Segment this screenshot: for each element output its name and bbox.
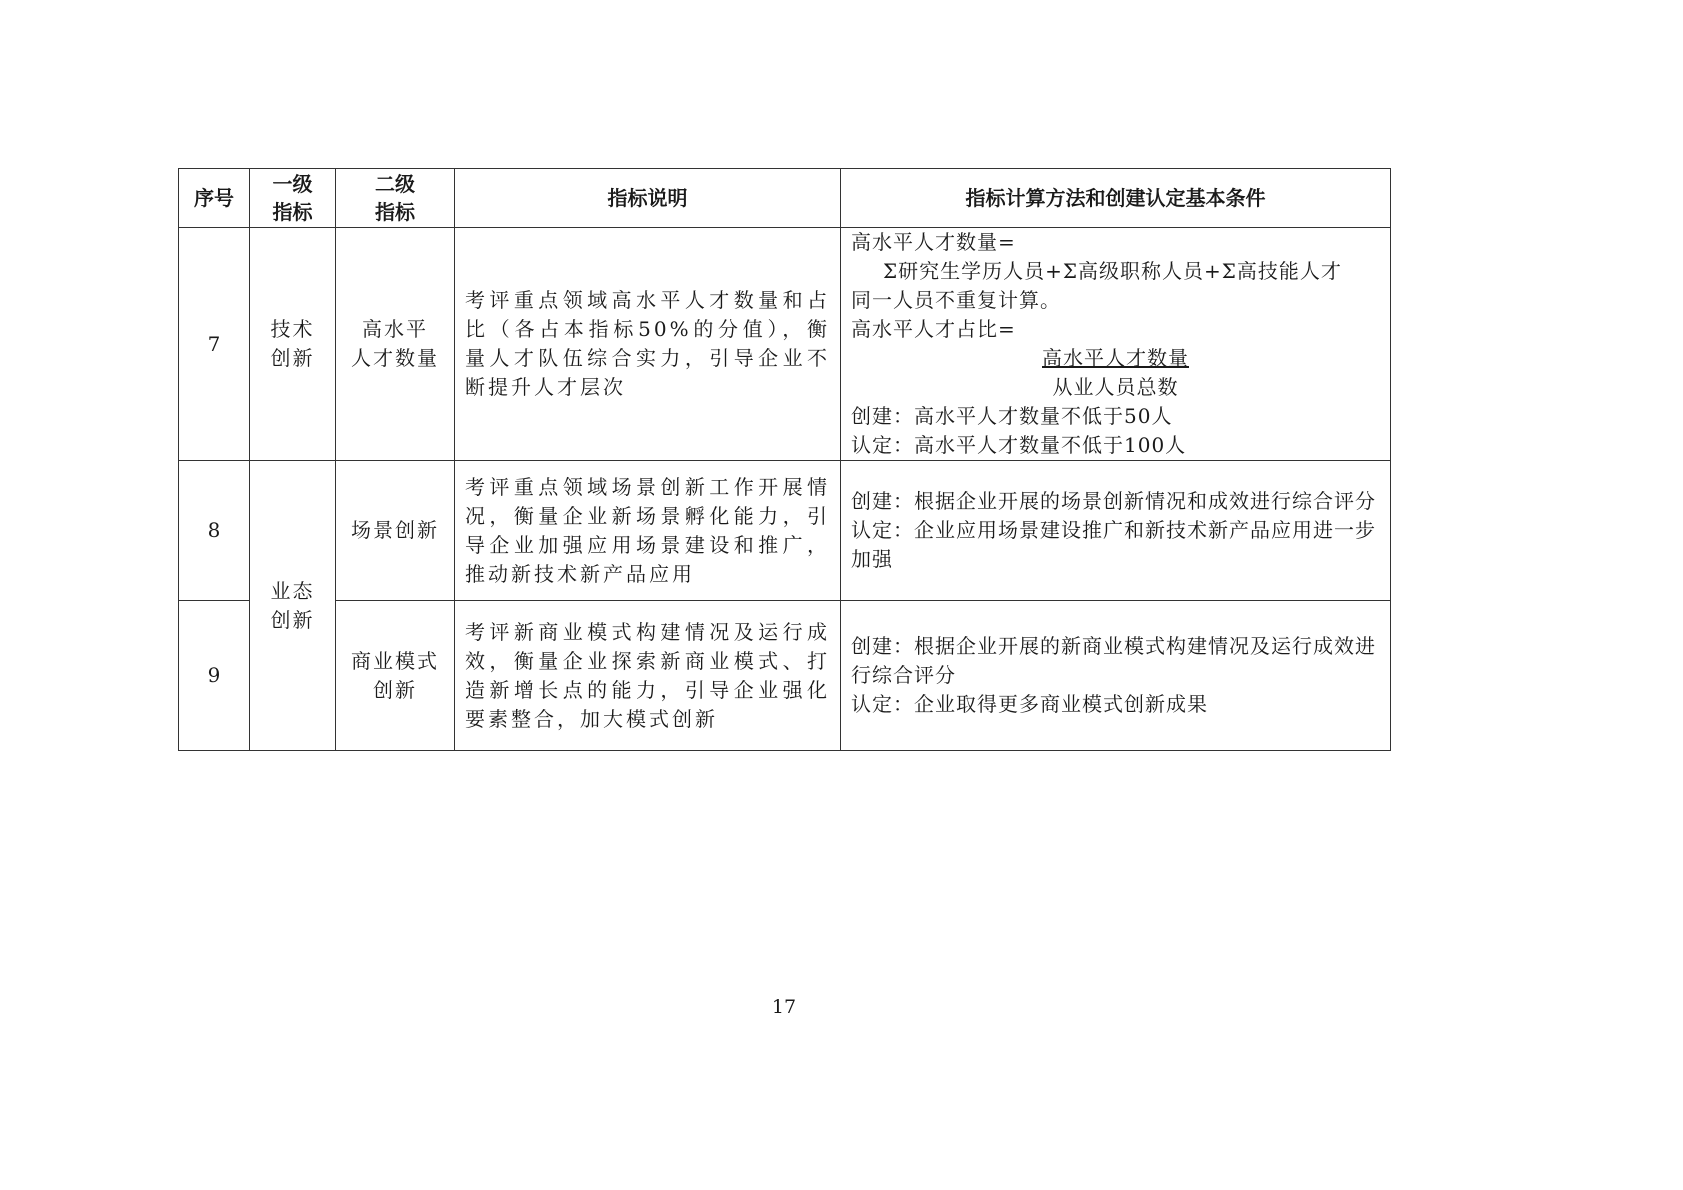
- row-level2: 高水平 人才数量: [336, 228, 455, 461]
- row-calculation: [841, 601, 1391, 751]
- row-level2: 场景创新: [336, 461, 455, 601]
- row-seq: 9: [179, 601, 250, 751]
- row-level1: 技术 创新: [250, 228, 336, 461]
- certify-condition: 认定：高水平人才数量不低于100人: [851, 433, 1187, 457]
- row-description: 考评重点领域场景创新工作开展情况，衡量企业新场景孵化能力，引导企业加强应用场景建设和推广，推动新技术新产品应用: [455, 461, 841, 601]
- page-number: 17: [771, 996, 797, 1018]
- header-level1: 一级 指标: [250, 169, 336, 228]
- fraction-numerator: 高水平人才数量: [1042, 346, 1189, 370]
- calc-line: 同一人员不重复计算。: [851, 288, 1061, 312]
- table-row: [179, 228, 1391, 461]
- create-condition: 创建：高水平人才数量不低于50人: [851, 404, 1173, 428]
- row-level1: 业态 创新: [250, 461, 336, 751]
- header-level2: 二级 指标: [336, 169, 455, 228]
- table-header-row: [179, 169, 1391, 228]
- indicator-table: [178, 168, 1391, 751]
- row-calculation: [841, 461, 1391, 601]
- header-seq: 序号: [179, 169, 250, 228]
- create-condition: 创建：根据企业开展的新商业模式构建情况及运行成效进行综合评分: [851, 634, 1376, 687]
- calc-line: 高水平人才占比=: [851, 317, 1016, 341]
- certify-condition: 认定：企业应用场景建设推广和新技术新产品应用进一步加强: [851, 518, 1376, 571]
- header-description: 指标说明: [455, 169, 841, 228]
- certify-condition: 认定：企业取得更多商业模式创新成果: [851, 692, 1208, 716]
- calc-formula: Σ研究生学历人员+Σ高级职称人员+Σ高技能人才: [883, 259, 1342, 283]
- calc-line: 高水平人才数量=: [851, 230, 1016, 254]
- fraction-denominator: 从业人员总数: [1052, 375, 1179, 399]
- row-calculation: [841, 228, 1391, 461]
- table-row: [179, 461, 1391, 601]
- row-description: 考评新商业模式构建情况及运行成效，衡量企业探索新商业模式、打造新增长点的能力，引导企业强化要素整合，加大模式创新: [455, 601, 841, 751]
- row-seq: 7: [179, 228, 250, 461]
- row-level2: 商业模式 创新: [336, 601, 455, 751]
- create-condition: 创建：根据企业开展的场景创新情况和成效进行综合评分: [851, 489, 1376, 513]
- table-row: [179, 601, 1391, 751]
- row-description: 考评重点领域高水平人才数量和占比（各占本指标50%的分值），衡量人才队伍综合实力，引导企业不断提升人才层次: [455, 228, 841, 461]
- row-seq: 8: [179, 461, 250, 601]
- header-calculation: 指标计算方法和创建认定基本条件: [841, 169, 1391, 228]
